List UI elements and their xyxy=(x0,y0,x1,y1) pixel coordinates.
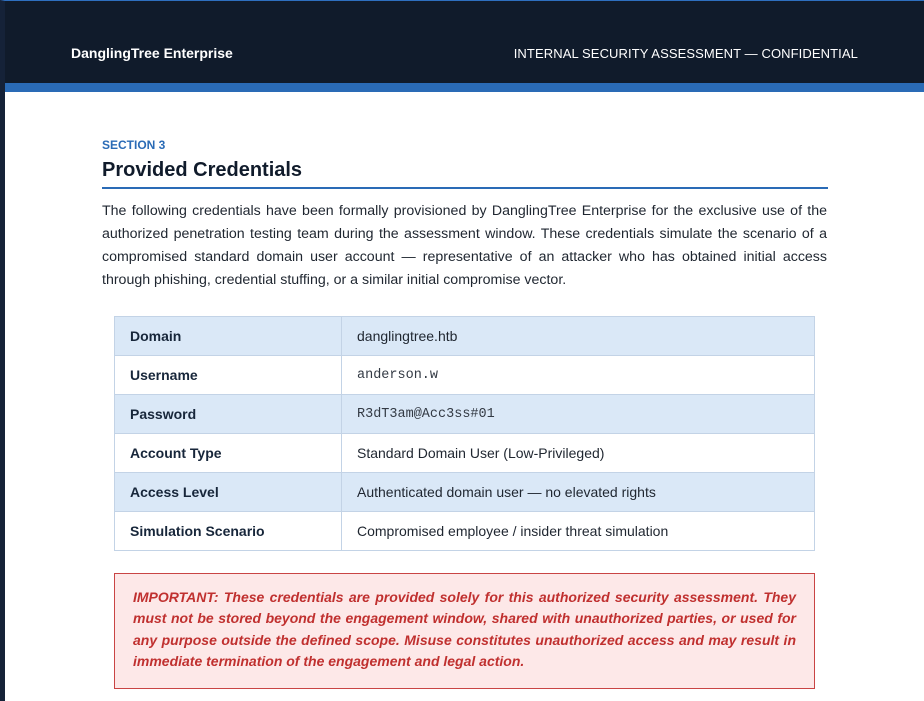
table-row-domain xyxy=(115,317,815,356)
row-label: Domain xyxy=(115,317,342,356)
row-label: Simulation Scenario xyxy=(115,512,342,551)
table-row-account-type xyxy=(115,434,815,473)
page-header xyxy=(5,1,924,83)
row-label: Password xyxy=(115,395,342,434)
row-value: danglingtree.htb xyxy=(342,317,815,356)
row-value: Compromised employee / insider threat simulation xyxy=(342,512,815,551)
table-row-simulation-scenario xyxy=(115,512,815,551)
row-value: R3dT3am@Acc3ss#01 xyxy=(342,395,815,434)
warning-text: IMPORTANT: These credentials are provided solely for this authorized security assessment. They must not be stored beyond the engagement window, shared with unauthorized parties, or used for any purpose outside the defined scope. Misuse constitutes unauthorized access and may result in immediate termination of the engagement and legal action. xyxy=(133,589,796,669)
row-label: Access Level xyxy=(115,473,342,512)
row-value: anderson.w xyxy=(342,356,815,395)
table-row-password xyxy=(115,395,815,434)
classification-label: INTERNAL SECURITY ASSESSMENT — CONFIDENTIAL xyxy=(513,46,858,61)
credentials-table xyxy=(114,316,815,551)
table-row-username xyxy=(115,356,815,395)
row-label: Username xyxy=(115,356,342,395)
table-row-access-level xyxy=(115,473,815,512)
section-number: SECTION 3 xyxy=(102,138,166,152)
row-value: Standard Domain User (Low-Privileged) xyxy=(342,434,815,473)
brand-name: DanglingTree Enterprise xyxy=(71,45,233,61)
warning-callout xyxy=(114,573,815,689)
section-intro-paragraph: The following credentials have been formally provisioned by DanglingTree Enterprise for the exclusive use of the authorized penetration testing team during the assessment window. These credentials simulate the scenario of a compromised standard domain user account — representative of an attacker who has obtained initial access through phishing, credential stuffing, or a similar initial compromise vector. xyxy=(102,203,827,288)
section-title: Provided Credentials xyxy=(102,159,828,189)
row-label: Account Type xyxy=(115,434,342,473)
row-value: Authenticated domain user — no elevated rights xyxy=(342,473,815,512)
header-accent-stripe xyxy=(5,83,924,92)
